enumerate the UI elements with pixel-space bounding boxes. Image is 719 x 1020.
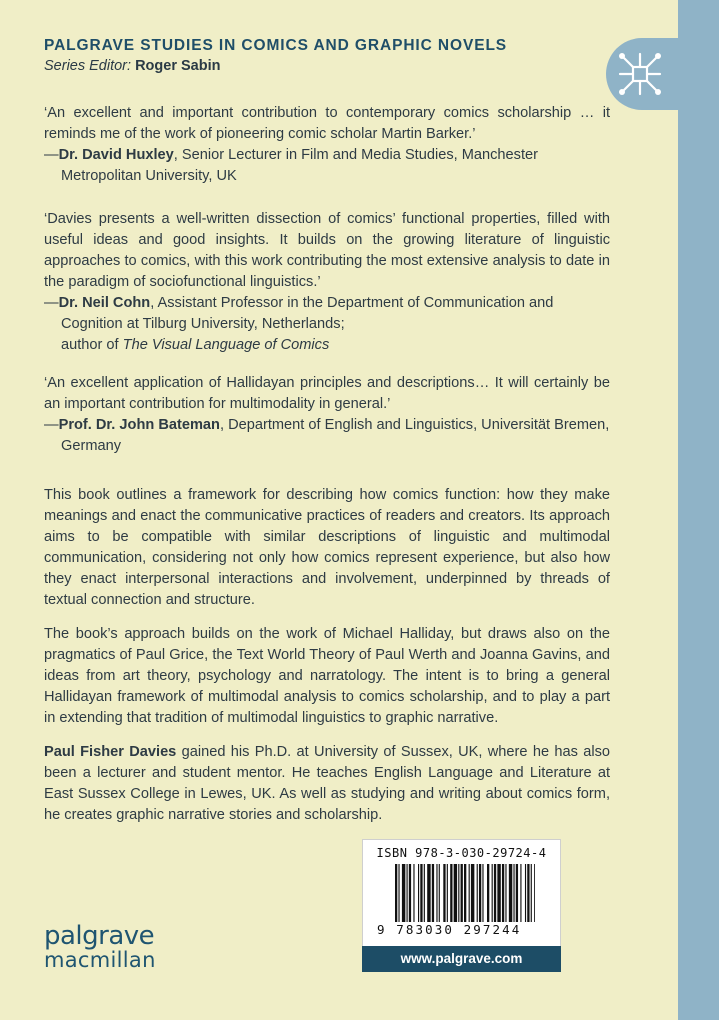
barcode-bar (525, 864, 526, 922)
barcode-bar (513, 864, 514, 922)
endorsement-attribution (44, 293, 610, 356)
endorsement-attribution (44, 415, 610, 457)
barcode-bar (402, 864, 405, 922)
barcode-bar (413, 864, 414, 922)
series-title: PALGRAVE STUDIES IN COMICS AND GRAPHIC NOVELS (44, 37, 508, 54)
barcode-bar (505, 864, 506, 922)
series-editor-name: Roger Sabin (135, 58, 221, 74)
barcode-bar (443, 864, 445, 922)
barcode-bar (418, 864, 419, 922)
endorser-name: Dr. David Huxley (58, 147, 174, 163)
barcode-bar (436, 864, 437, 922)
barcode-bar (469, 864, 470, 922)
endorsement-1 (44, 103, 610, 187)
barcode-bar (407, 864, 408, 922)
author-bio (44, 742, 610, 826)
barcode-bar (424, 864, 425, 922)
endorser-name: Dr. Neil Cohn (58, 295, 151, 311)
barcode-bar (494, 864, 496, 922)
publisher-logo (44, 921, 156, 972)
attribution-dash: — (44, 147, 59, 163)
endorsement-quote: ‘An excellent and important contribution to contemporary comics scholarship … it reminds me of the work of pioneering comic scholar Martin Barker.’ (44, 105, 610, 142)
endorsement-quote: ‘An excellent application of Hallidayan principles and descriptions… It will certainly be an important contribution for multimodality in general.’ (44, 375, 610, 412)
endorsement-attribution (44, 145, 610, 187)
barcode-bar (502, 864, 504, 922)
barcode-bar (479, 864, 481, 922)
barcode-bar (447, 864, 448, 922)
endorser-affiliation: , Department of English and Linguistics, Universität Bremen, Germany (61, 417, 610, 454)
barcode-bar (527, 864, 529, 922)
barcode-bar (432, 864, 434, 922)
author-bio-text: gained his Ph.D. at University of Sussex, UK, where he has also been a lecturer and student mentor. He teaches English Language and Literature at East Sussex College in Lewes, UK. As well as studying and writing about comics form, he creates graphic narrative stories and scholarship. (44, 744, 610, 823)
barcode-bar (458, 864, 459, 922)
series-editor (44, 58, 220, 74)
endorsement-2 (44, 209, 610, 356)
barcode-bar (395, 864, 397, 922)
barcode-bar (464, 864, 466, 922)
barcode-bar (427, 864, 430, 922)
publisher-logo-line1: palgrave (44, 921, 155, 951)
endorser-affiliation: , Assistant Professor in the Department of Communication and Cognition at Tilburg University, Netherlands; (61, 295, 554, 332)
barcode-bar (497, 864, 500, 922)
blurb-paragraph-2: The book’s approach builds on the work of Michael Halliday, but draws also on the pragmatics of Paul Grice, the Text World Theory of Paul Werth and Joanna Gavins, and ideas from art theory, psychology and narratology. The intent is to bring a general Hallidayan framework of multimodal analysis to comics scholarship, and to play a part in extending that tradition of multimodal linguistics to graphic narrative. (44, 626, 610, 726)
back-cover-text (44, 103, 610, 826)
endorser-extra-prefix: author of (61, 337, 123, 353)
endorser-affiliation: , Senior Lecturer in Film and Media Studies, Manchester Metropolitan University, UK (61, 147, 538, 184)
barcode-bar (477, 864, 478, 922)
endorsement-3 (44, 373, 610, 457)
barcode-bar (439, 864, 440, 922)
barcode-bar (398, 864, 399, 922)
series-editor-label: Series Editor: (44, 58, 132, 74)
barcode-bar (471, 864, 474, 922)
isbn-number: ISBN 978-3-030-29724-4 (376, 846, 547, 860)
barcode-bar (534, 864, 535, 922)
author-name: Paul Fisher Davies (44, 744, 177, 760)
barcode-bar (531, 864, 532, 922)
publisher-logo-line2: macmillan (44, 948, 156, 972)
barcode-bar (461, 864, 463, 922)
ean-digits: 9 783030 297244 (377, 922, 522, 937)
barcode-bar (492, 864, 493, 922)
endorsement-quote: ‘Davies presents a well-written dissection of comics’ functional properties, filled with useful ideas and good insights. It builds on the growing literature of linguistic approaches to comics, with this work contributing the most extensive analysis to date in the paradigm of sociofunctional linguistics.’ (44, 211, 610, 290)
website-url: www.palgrave.com (362, 946, 561, 972)
barcode-bar (520, 864, 521, 922)
palgrave-star-icon (616, 50, 664, 98)
attribution-dash: — (44, 417, 59, 433)
spine-stripe (678, 0, 719, 1020)
barcode-icon (395, 864, 535, 922)
barcode-bar (420, 864, 422, 922)
attribution-dash: — (44, 295, 59, 311)
blurb-paragraph-1: This book outlines a framework for describing how comics function: how they make meanings and enact the communicative practices of readers and creators. Its approach aims to be compatible with similar descriptions of linguistic and multimodal communication, considering not only how comics represent experience, but also how they enact interpersonal interactions and involvement, underpinned by threads of textual connection and structure. (44, 487, 610, 608)
barcode-bar (450, 864, 452, 922)
endorser-name: Prof. Dr. John Bateman (58, 417, 220, 433)
series-logo-badge (606, 38, 678, 110)
barcode-bar (409, 864, 411, 922)
barcode-bar (454, 864, 457, 922)
barcode-bar (509, 864, 512, 922)
barcode-bar (482, 864, 483, 922)
endorser-book-title: The Visual Language of Comics (122, 337, 330, 353)
barcode-bar (487, 864, 489, 922)
barcode-bar (516, 864, 518, 922)
